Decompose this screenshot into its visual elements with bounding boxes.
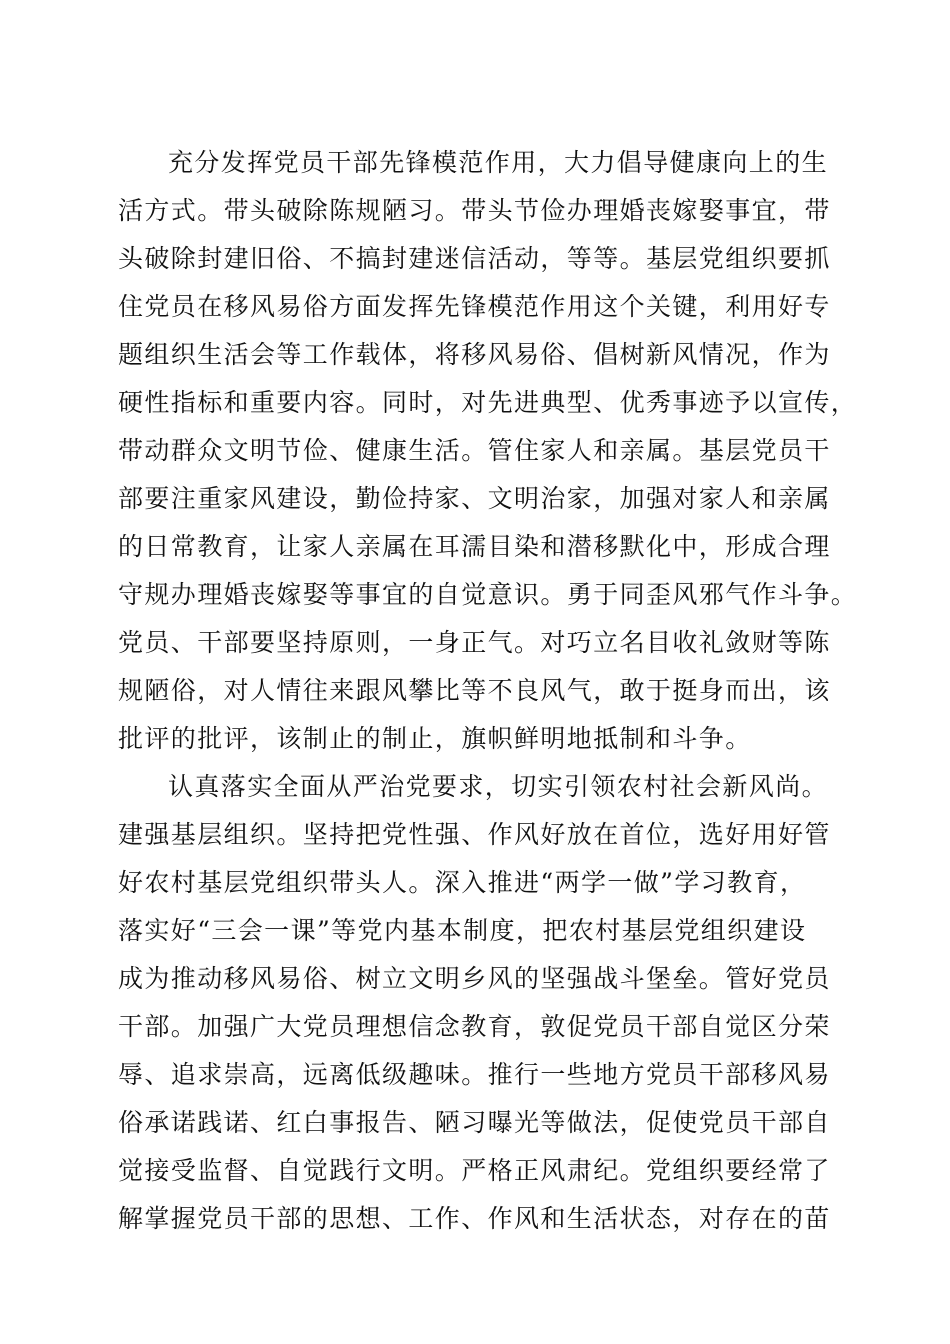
text-line: 部要注重家风建设，勤俭持家、文明治家，加强对家人和亲属 [118, 484, 831, 513]
text-line: 活方式。带头破除陈规陋习。带头节俭办理婚丧嫁娶事宜，带 [118, 196, 831, 225]
text-line: 成为推动移风易俗、树立文明乡风的坚强战斗堡垒。管好党员 [118, 964, 831, 993]
text-line: 硬性指标和重要内容。同时，对先进典型、优秀事迹予以宣传， [118, 388, 858, 417]
text-line: 党员、干部要坚持原则，一身正气。对巧立名目收礼敛财等陈 [118, 628, 831, 657]
text-line: 俗承诺践诺、红白事报告、陋习曝光等做法，促使党员干部自 [118, 1108, 831, 1137]
text-line: 守规办理婚丧嫁娶等事宜的自觉意识。勇于同歪风邪气作斗争。 [118, 580, 858, 609]
document-body [118, 139, 858, 1243]
text-line: 的日常教育，让家人亲属在耳濡目染和潜移默化中，形成合理 [118, 532, 831, 561]
text-line: 题组织生活会等工作载体，将移风易俗、倡树新风情况，作为 [118, 340, 831, 369]
text-line: 规陋俗，对人情往来跟风攀比等不良风气，敢于挺身而出，该 [118, 676, 831, 705]
text-line: 好农村基层党组织带头人。深入推进“两学一做”学习教育， [118, 868, 807, 897]
text-line: 认真落实全面从严治党要求，切实引领农村社会新风尚。 [168, 772, 829, 801]
text-line: 干部。加强广大党员理想信念教育，敦促党员干部自觉区分荣 [118, 1012, 831, 1041]
text-line: 头破除封建旧俗、不搞封建迷信活动，等等。基层党组织要抓 [118, 244, 831, 273]
text-line: 充分发挥党员干部先锋模范作用，大力倡导健康向上的生 [168, 148, 829, 177]
text-line: 觉接受监督、自觉践行文明。严格正风肃纪。党组织要经常了 [118, 1156, 831, 1185]
text-line: 辱、追求崇高，远离低级趣味。推行一些地方党员干部移风易 [118, 1060, 831, 1089]
text-line: 落实好“三会一课”等党内基本制度，把农村基层党组织建设 [118, 916, 807, 945]
paragraph-2 [118, 763, 830, 1243]
text-line: 住党员在移风易俗方面发挥先锋模范作用这个关键，利用好专 [118, 292, 831, 321]
text-line: 批评的批评，该制止的制止，旗帜鲜明地抵制和斗争。 [118, 724, 752, 753]
paragraph-1 [118, 139, 858, 763]
text-line: 带动群众文明节俭、健康生活。管住家人和亲属。基层党员干 [118, 436, 831, 465]
text-line: 解掌握党员干部的思想、工作、作风和生活状态，对存在的苗 [118, 1204, 831, 1233]
text-line: 建强基层组织。坚持把党性强、作风好放在首位，选好用好管 [118, 820, 831, 849]
